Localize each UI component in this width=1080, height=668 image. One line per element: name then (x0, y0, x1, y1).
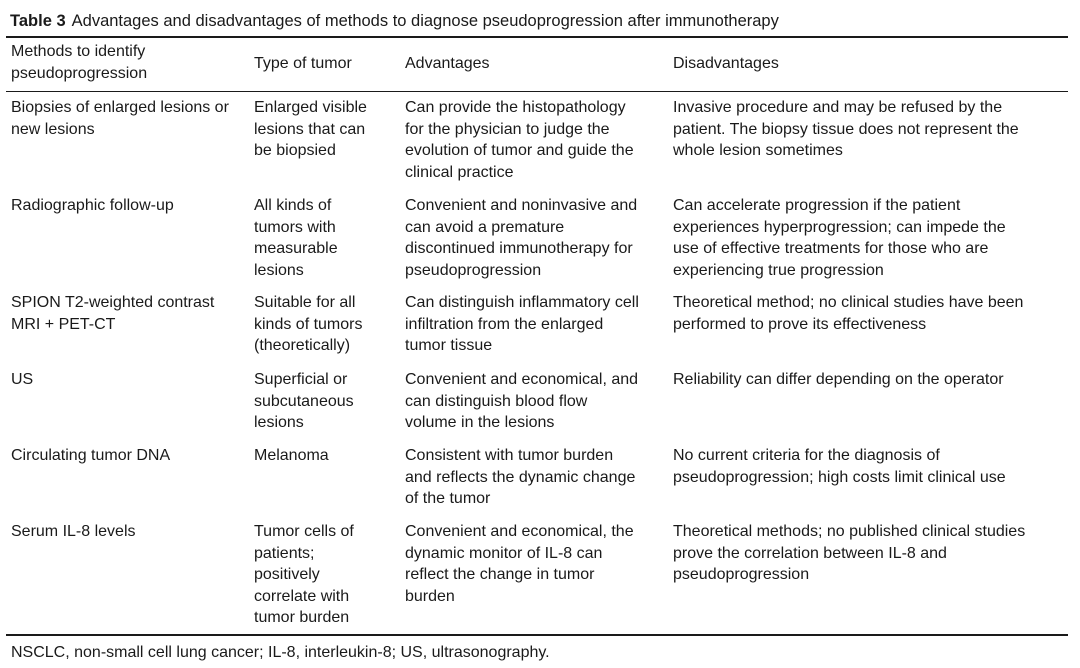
cell-line: can avoid a premature (405, 218, 565, 236)
cell-line: can distinguish blood flow (405, 392, 588, 410)
cell-line: Convenient and noninvasive and (405, 197, 638, 214)
row-1-advantages (405, 97, 667, 183)
cell-line: US (11, 371, 34, 388)
cell-line: Melanoma (254, 447, 329, 464)
cell-line: whole lesion sometimes (673, 142, 843, 159)
cell-line: tumor tissue (405, 337, 493, 354)
row-4-method (11, 369, 247, 391)
cell-line: performed to prove its effectiveness (673, 315, 927, 333)
row-3-tumor-type (254, 292, 402, 357)
cell-line: of the tumor (405, 490, 491, 507)
cell-line: SPION T2-weighted contrast (11, 294, 215, 311)
cell-line: tumors with (254, 218, 336, 236)
table-caption (10, 10, 779, 32)
bottom-rule (6, 634, 1068, 636)
header-advantages (405, 53, 667, 75)
row-5-method (11, 445, 247, 467)
cell-line: measurable (254, 240, 338, 257)
cell-line: Methods to identify (11, 43, 146, 60)
cell-line: lesions (254, 261, 304, 279)
cell-line: Theoretical method; no clinical studies have been (673, 294, 1024, 311)
table-label: Table 3 (10, 12, 66, 30)
cell-line: pseudoprogression (405, 261, 542, 279)
row-5-disadvantages (673, 445, 1063, 488)
cell-line: Circulating tumor DNA (11, 447, 171, 464)
cell-line: Enlarged visible (254, 99, 367, 116)
cell-line: Radiographic follow-up (11, 197, 174, 214)
cell-line: positively (254, 566, 320, 583)
row-1-tumor-type (254, 97, 402, 162)
header-method (11, 41, 247, 84)
cell-line: patient. The biopsy tissue does not represent the (673, 120, 1019, 138)
cell-line: All kinds of (254, 197, 332, 214)
row-3-advantages (405, 292, 667, 357)
cell-line: Convenient and economical, and (405, 371, 639, 388)
cell-line: subcutaneous (254, 392, 354, 410)
cell-line: clinical practice (405, 163, 514, 181)
cell-line: for the physician to judge the (405, 120, 610, 138)
row-6-disadvantages (673, 521, 1063, 586)
row-4-tumor-type (254, 369, 402, 434)
cell-line: tumor burden (254, 609, 350, 626)
row-5-advantages (405, 445, 667, 510)
row-2-method (11, 195, 247, 217)
header-rule (6, 91, 1068, 92)
cell-line: pseudoprogression; high costs limit clinical use (673, 468, 1006, 486)
row-6-advantages (405, 521, 667, 607)
cell-line: pseudoprogression (673, 566, 810, 583)
cell-line: Superficial or (254, 371, 348, 388)
cell-line: reflect the change in tumor (405, 566, 595, 583)
cell-line: No current criteria for the diagnosis of (673, 447, 940, 464)
cell-line: discontinued immunotherapy for (405, 240, 633, 257)
row-2-disadvantages (673, 195, 1063, 281)
row-2-tumor-type (254, 195, 402, 281)
cell-line: Consistent with tumor burden (405, 447, 614, 464)
row-6-tumor-type (254, 521, 402, 629)
top-rule (6, 36, 1068, 38)
cell-line: prove the correlation between IL-8 and (673, 544, 947, 562)
cell-line: use of effective treatments for those who are (673, 240, 989, 257)
cell-line: infiltration from the enlarged (405, 315, 604, 333)
cell-line: volume in the lesions (405, 414, 555, 431)
header-disadvantages (673, 53, 1063, 75)
row-5-tumor-type (254, 445, 402, 467)
table-footnote: NSCLC, non-small cell lung cancer; IL-8, interleukin-8; US, ultrasonography. (11, 644, 550, 661)
cell-line: Disadvantages (673, 55, 779, 72)
cell-line: new lesions (11, 120, 95, 138)
row-4-disadvantages (673, 369, 1063, 391)
table-title: Advantages and disadvantages of methods to diagnose pseudoprogression after immunotherapy (71, 12, 779, 30)
row-2-advantages (405, 195, 667, 281)
row-1-disadvantages (673, 97, 1063, 162)
cell-line: Can accelerate progression if the patient (673, 197, 961, 214)
row-6-method (11, 521, 247, 543)
cell-line: Biopsies of enlarged lesions or (11, 99, 229, 116)
cell-line: lesions that can (254, 120, 366, 138)
cell-line: and reflects the dynamic change (405, 468, 636, 486)
cell-line: MRI + PET-CT (11, 315, 116, 333)
cell-line: lesions (254, 414, 304, 431)
header-tumor-type (254, 53, 402, 75)
cell-line: be biopsied (254, 142, 336, 159)
cell-line: Convenient and economical, the (405, 523, 634, 540)
cell-line: Invasive procedure and may be refused by the (673, 99, 1003, 116)
cell-line: kinds of tumors (254, 315, 363, 333)
cell-line: experiencing true progression (673, 261, 884, 279)
cell-line: Serum IL-8 levels (11, 523, 136, 540)
cell-line: experiences hyperprogression; can impede the (673, 218, 1006, 236)
cell-line: pseudoprogression (11, 64, 148, 82)
row-3-disadvantages (673, 292, 1063, 335)
cell-line: Can distinguish inflammatory cell (405, 294, 639, 311)
cell-line: Tumor cells of (254, 523, 354, 540)
row-4-advantages (405, 369, 667, 434)
cell-line: Reliability can differ depending on the operator (673, 371, 1004, 388)
cell-line: evolution of tumor and guide the (405, 142, 634, 159)
cell-line: Advantages (405, 55, 490, 72)
cell-line: burden (405, 587, 455, 605)
cell-line: correlate with (254, 587, 350, 605)
cell-line: Theoretical methods; no published clinical studies (673, 523, 1026, 540)
cell-line: patients; (254, 544, 315, 562)
row-3-method (11, 292, 247, 335)
cell-line: dynamic monitor of IL-8 can (405, 544, 603, 562)
row-1-method (11, 97, 247, 140)
cell-line: Type of tumor (254, 55, 352, 72)
cell-line: Can provide the histopathology (405, 99, 626, 116)
cell-line: (theoretically) (254, 337, 351, 354)
cell-line: Suitable for all (254, 294, 356, 311)
